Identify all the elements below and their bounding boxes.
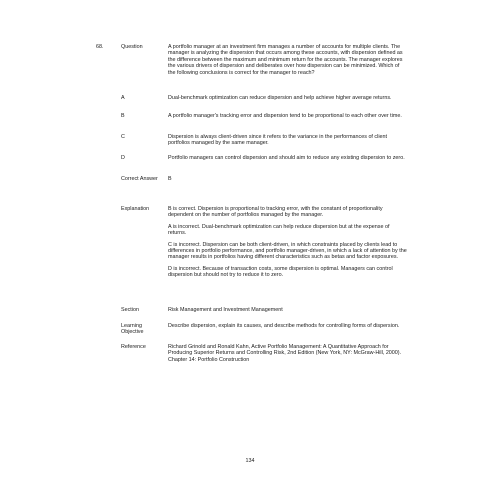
option-d-text: Portfolio managers can control dispersion and should aim to reduce any existing dispersion to zero. [168, 155, 405, 161]
objective-value: Describe dispersion, explain its causes, and describe methods for controlling forms of dispersion. [168, 323, 400, 329]
page-number: 134 [245, 458, 255, 464]
explanation-paragraph: D is incorrect. Because of transaction costs, some dispersion is optimal. Managers can control dispersion but should not try to reduce it to zero. [168, 265, 393, 279]
option-a-letter: A [121, 95, 125, 101]
option-d-letter: D [121, 155, 125, 161]
correct-answer-label: Correct Answer [121, 176, 158, 182]
question-label: Question [121, 44, 143, 50]
explanation-paragraph: A is incorrect. Dual-benchmark optimization can help reduce dispersion but at the expense of returns. [168, 223, 390, 237]
reference-label: Reference [121, 344, 146, 350]
explanation-paragraph: B is correct. Dispersion is proportional to tracking error, with the constant of proportionality dependent on the number of portfolios managed by the manager. [168, 206, 383, 219]
explanation-body [168, 206, 408, 279]
correct-answer-value: B [168, 176, 172, 182]
section-value: Risk Management and Investment Management [168, 307, 283, 313]
option-b-letter: B [121, 113, 125, 119]
option-c-letter: C [121, 134, 125, 140]
option-c-text: Dispersion is always client-driven since it refers to the variance in the performances of client portfolios managed by the same manager. [168, 134, 388, 147]
section-label: Section [121, 307, 139, 313]
explanation-paragraph: C is incorrect. Dispersion can be both client-driven, in which constraints placed by clients lead to differences in portfolio performance, and portfolio manager-driven, in which a lack of attention by the manager results in portfolios having different characteristics such as betas and factor exposures. [168, 241, 407, 261]
option-b-text: A portfolio manager's tracking error and dispersion tend to be proportional to each other over time. [168, 113, 402, 119]
option-a-text: Dual-benchmark optimization can reduce dispersion and help achieve higher average returns. [168, 95, 392, 101]
reference-value: Richard Grinold and Ronald Kahn, Active Portfolio Management: A Quantitative Approach for Producing Superior Returns and Controlling Risk, 2nd Edition (New York, NY: McGraw-Hill, 2000). Chapter 14: Portfolio Construction [168, 344, 402, 363]
question-number: 68. [96, 44, 104, 50]
explanation-label: Explanation [121, 206, 150, 212]
question-text: A portfolio manager at an investment firm manages a number of accounts for multiple clients. The manager is analyzing the dispersion that occurs among these accounts, with dispersion defined as the difference between the maximum and minimum return for the accounts. The manager explores the various drivers of dispersion and deliberates over how dispersion can be minimized. Which of the following conclusions is correct for the manager to reach? [168, 44, 403, 76]
objective-label: Learning Objective [121, 323, 144, 336]
